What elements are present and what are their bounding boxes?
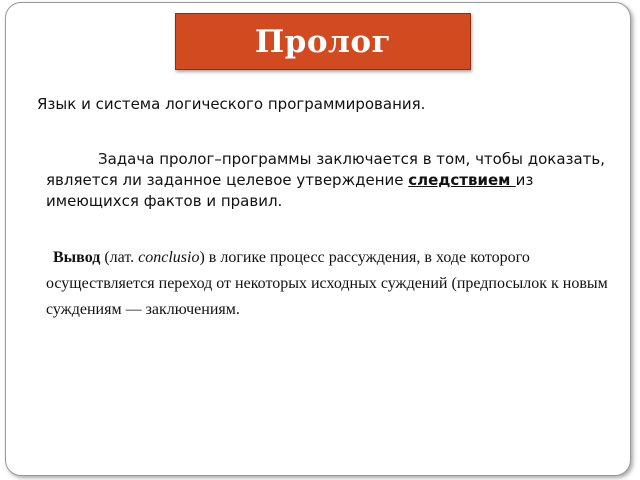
page-title: Пролог bbox=[254, 23, 392, 60]
task-text-after: из имеющихся фактов и правил. bbox=[46, 171, 534, 210]
inference-text: ) в логике процесс рассуждения, в ходе которого осуществляется переход от некоторых исходных суждений (предпосылок к новым суждениям — заключениям. bbox=[46, 249, 608, 318]
inference-term: Вывод bbox=[53, 249, 101, 266]
slide bbox=[5, 2, 631, 476]
paragraph-task bbox=[46, 149, 612, 212]
paragraph-inference bbox=[46, 245, 616, 323]
task-emphasis: следствием bbox=[408, 171, 516, 189]
paragraph-definition: Язык и система логического программирования. bbox=[37, 95, 426, 113]
inference-latin: conclusio bbox=[138, 249, 200, 266]
title-banner bbox=[175, 13, 471, 70]
inference-paren-open: (лат. bbox=[100, 249, 139, 266]
task-text-before: Задача пролог–программы заключается в том, чтобы доказать, является ли заданное целевое утверждение bbox=[46, 150, 606, 189]
